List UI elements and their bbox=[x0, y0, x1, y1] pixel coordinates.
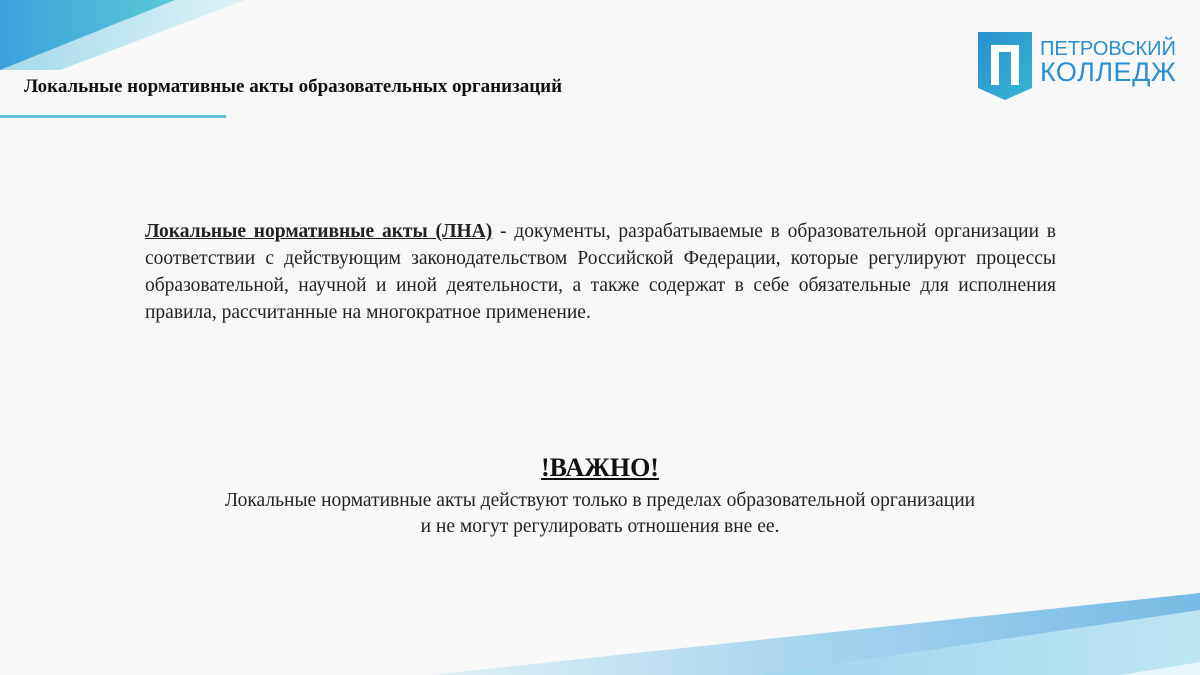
definition-term: Локальные нормативные акты (ЛНА) bbox=[145, 221, 493, 242]
title-underline bbox=[0, 115, 226, 118]
important-text bbox=[100, 488, 1100, 540]
important-line-1: Локальные нормативные акты действуют только в пределах образовательной организации bbox=[224, 490, 976, 511]
logo-text-line2: КОЛЛЕДЖ bbox=[1040, 57, 1177, 87]
logo-text bbox=[1040, 39, 1176, 86]
slide-title: Локальные нормативные акты образовательных организаций bbox=[24, 76, 563, 97]
definition-paragraph bbox=[145, 218, 1056, 326]
logo-text-line1: ПЕТРОВСКИЙ bbox=[1040, 38, 1176, 60]
important-line-2: и не могут регулировать отношения вне ее. bbox=[420, 516, 780, 537]
definition-text: - документы, разрабатываемые в образовательной организации в соответствии с действующим законодательством Российской Федерации, которые регулируют процессы образовательной, научной и иной деятельности, а также содержат в себе обязательные для исполнения правила, рассчитанные на многократное применение. bbox=[145, 221, 1057, 323]
important-heading: !ВАЖНО! bbox=[541, 453, 659, 482]
important-note bbox=[100, 452, 1100, 540]
logo-shield-icon bbox=[976, 30, 1034, 102]
college-logo bbox=[976, 30, 1177, 102]
